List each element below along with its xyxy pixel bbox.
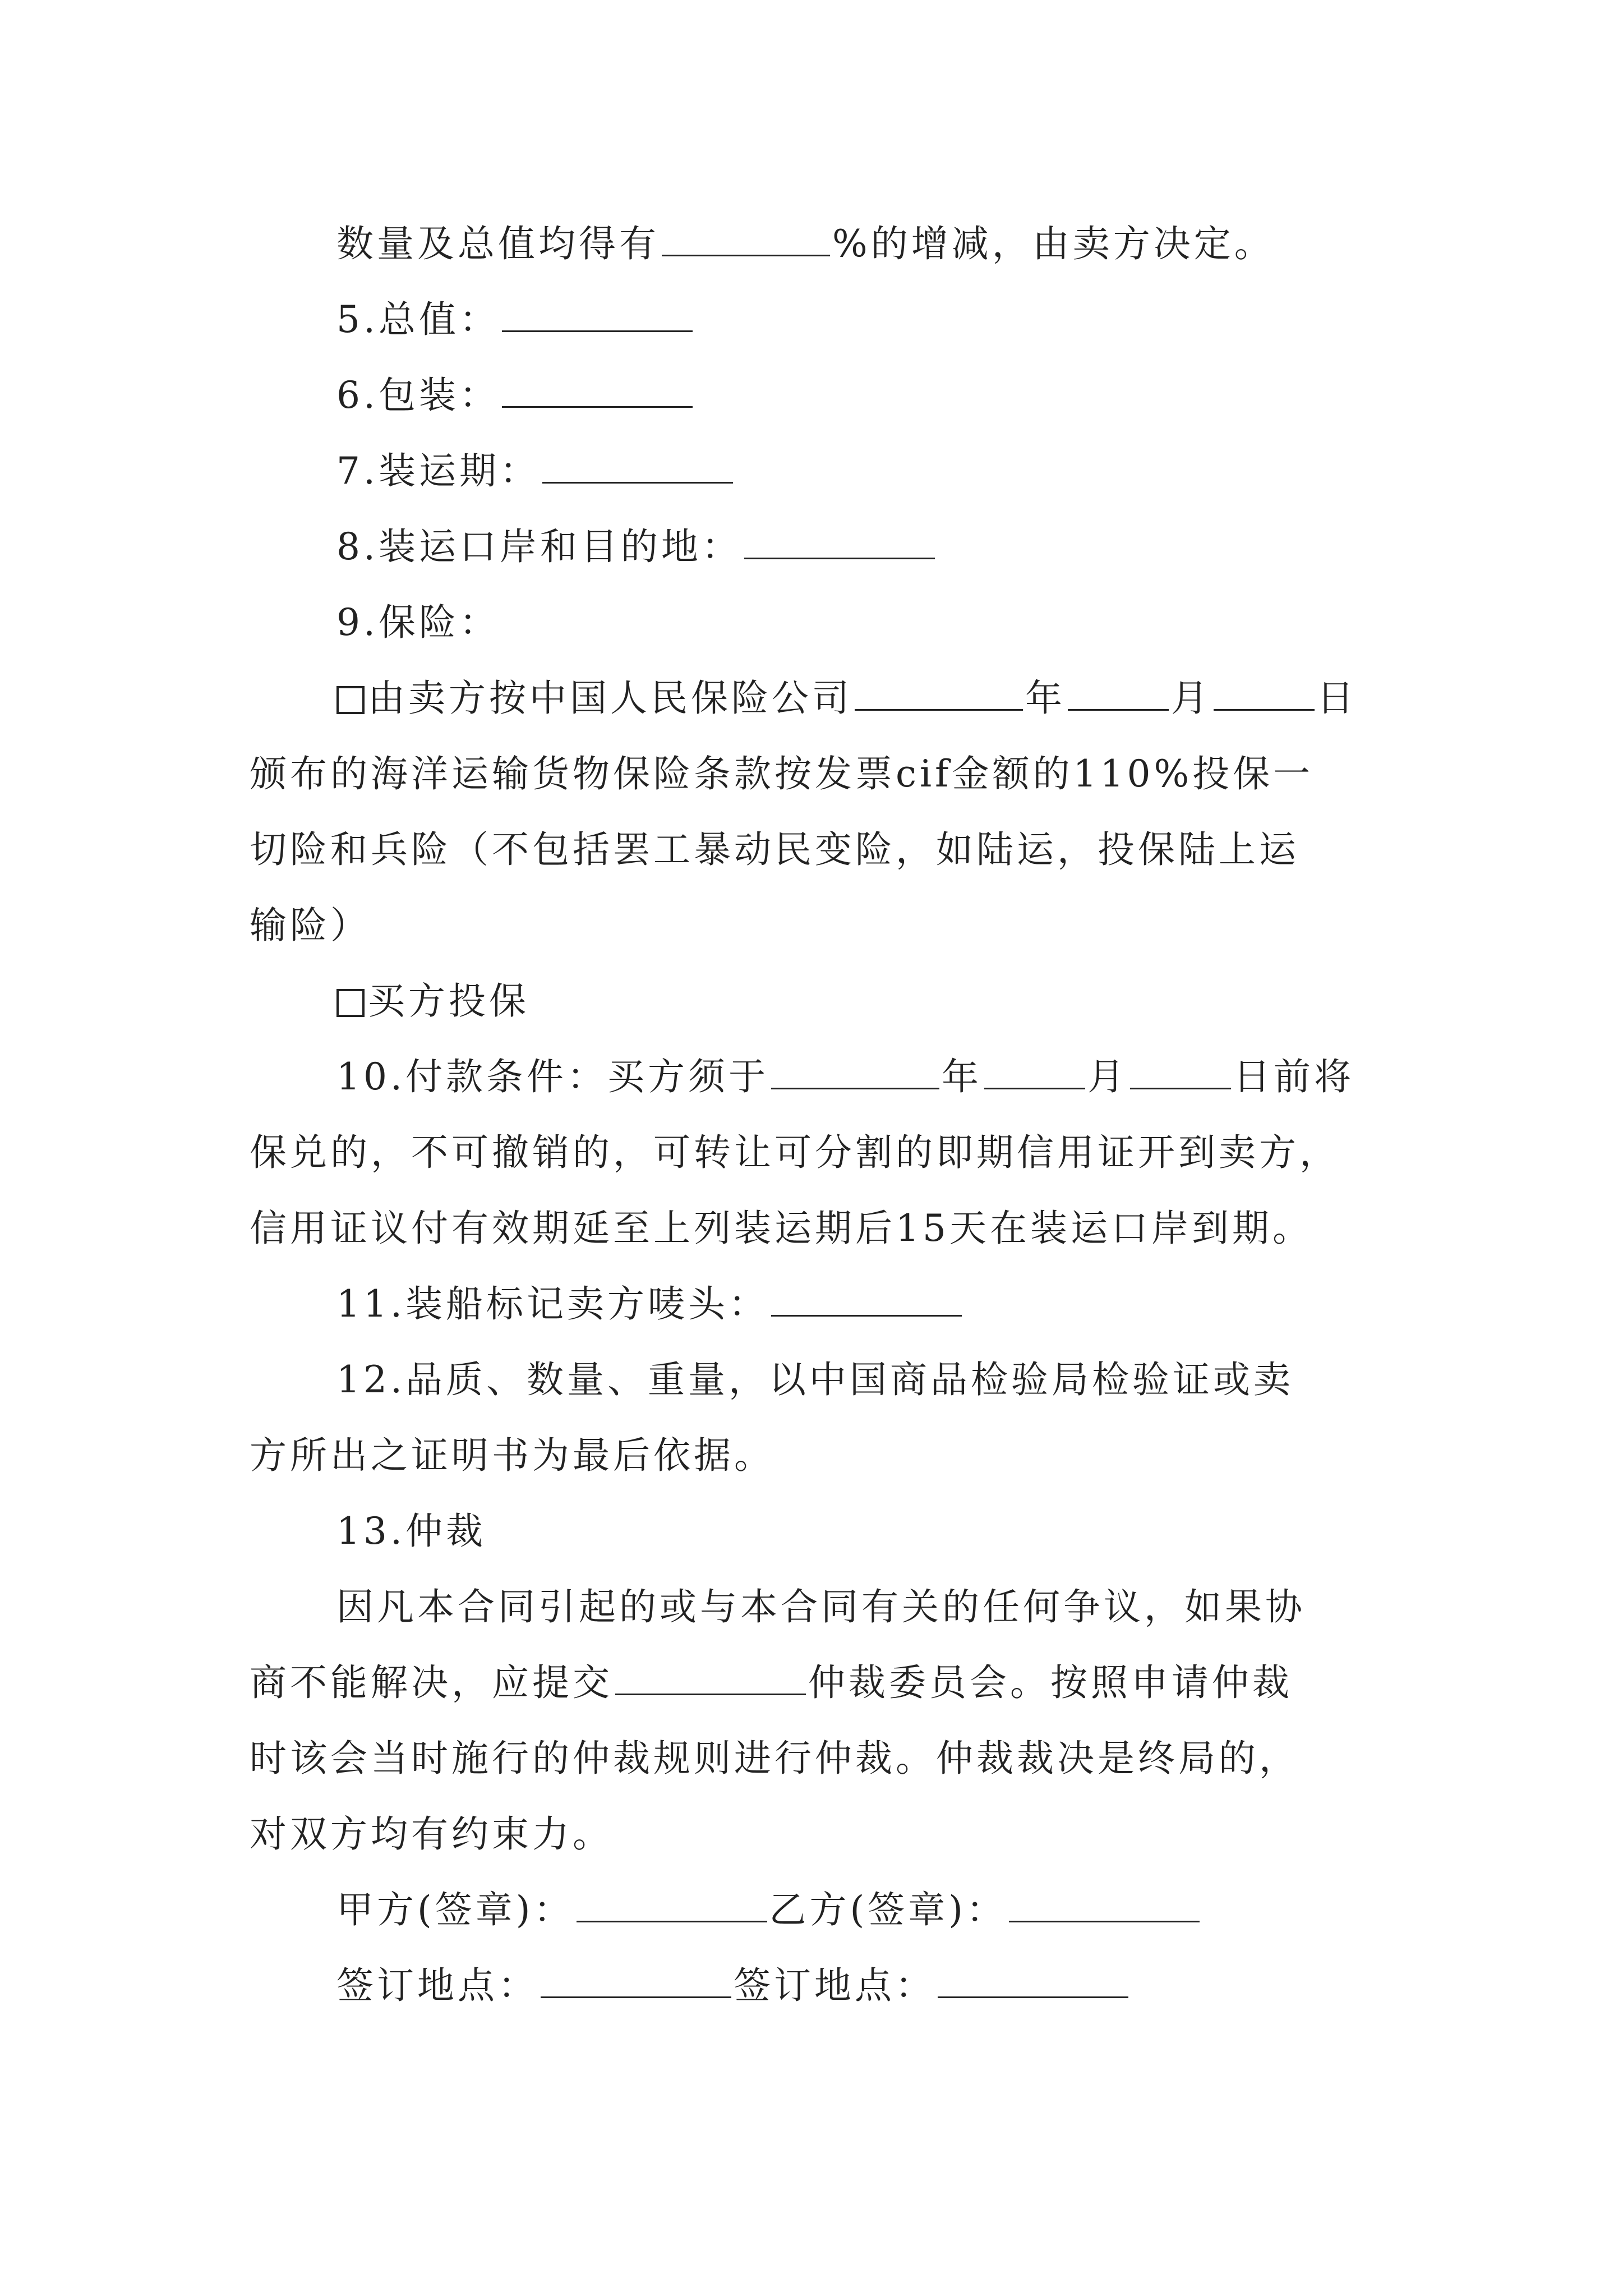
clause-arbitration <box>336 1509 486 1554</box>
paragraph-line <box>250 1660 1293 1705</box>
paragraph-line <box>250 827 1299 872</box>
paragraph-line <box>250 752 1313 797</box>
blank-field <box>541 1965 731 1998</box>
blank-field <box>577 1889 767 1922</box>
blank-field <box>502 375 693 408</box>
text: 日前将 <box>1233 1055 1354 1098</box>
clause-shipment-period <box>336 449 735 494</box>
text: 买方投保 <box>368 979 529 1023</box>
blank-field <box>502 299 693 332</box>
text: %的增减，由卖方决定。 <box>832 222 1275 265</box>
text: 7.装运期： <box>336 449 540 493</box>
blank-field <box>771 1283 962 1317</box>
paragraph-line <box>250 1736 1299 1781</box>
text: 时该会当时施行的仲裁规则进行仲裁。仲裁裁决是终局的， <box>250 1737 1299 1780</box>
blank-field <box>615 1662 806 1695</box>
text: 数量及总值均得有 <box>336 222 660 265</box>
checkbox-icon[interactable] <box>336 686 365 714</box>
paragraph-line <box>250 1433 774 1478</box>
text: 6.包装： <box>336 374 500 417</box>
insurance-option-buyer <box>336 979 529 1024</box>
text: 年 <box>941 1055 982 1098</box>
text: 仲裁委员会。按照申请仲裁 <box>808 1661 1293 1704</box>
paragraph-line <box>250 903 371 948</box>
text: 10.付款条件：买方须于 <box>336 1055 769 1098</box>
blank-field <box>855 678 1023 711</box>
blank-field <box>771 1056 939 1089</box>
signature-line <box>336 1888 1202 1932</box>
clause-packing <box>336 373 695 418</box>
blank-field <box>662 223 830 256</box>
signing-place-label: 签订地点： <box>336 1964 538 2007</box>
text: 11.装船标记卖方唛头： <box>336 1282 769 1326</box>
clause-quality <box>336 1358 1294 1402</box>
checkbox-icon[interactable] <box>336 989 365 1017</box>
text: 商不能解决，应提交 <box>250 1661 613 1704</box>
text: 由卖方按中国人民保险公司 <box>368 677 852 720</box>
clause-port-destination <box>336 524 937 569</box>
party-b-label: 乙方(签章)： <box>769 1888 1007 1931</box>
text: 信用证议付有效期延至上列装运期后15天在装运口岸到期。 <box>250 1207 1313 1250</box>
text: 因凡本合同引起的或与本合同有关的任何争议，如果协 <box>336 1585 1306 1628</box>
paragraph-line <box>250 1130 1340 1175</box>
text: 13.仲裁 <box>336 1510 486 1553</box>
quantity-tolerance-line <box>336 222 1275 266</box>
text: 月 <box>1171 677 1211 720</box>
text: 对双方均有约束力。 <box>250 1812 613 1856</box>
clause-shipping-marks <box>336 1282 964 1327</box>
signing-place-line <box>336 1963 1131 2008</box>
blank-field <box>1009 1889 1200 1922</box>
insurance-option-seller <box>336 676 1357 721</box>
text: 年 <box>1025 677 1066 720</box>
paragraph-line <box>336 1585 1306 1630</box>
text: 5.总值： <box>336 298 500 341</box>
text: 切险和兵险（不包括罢工暴动民变险，如陆运，投保陆上运 <box>250 828 1299 871</box>
clause-total-value <box>336 297 695 342</box>
text: 保兑的，不可撤销的，可转让可分割的即期信用证开到卖方， <box>250 1131 1340 1174</box>
text: 日 <box>1317 677 1357 720</box>
text: 9.保险： <box>336 601 500 644</box>
text: 输险） <box>250 904 371 947</box>
paragraph-line <box>250 1206 1313 1251</box>
text: 颁布的海洋运输货物保险条款按发票cif金额的110%投保一 <box>250 752 1314 795</box>
blank-field <box>1068 678 1169 711</box>
paragraph-line <box>250 1812 613 1857</box>
clause-payment <box>336 1055 1354 1099</box>
clause-insurance <box>336 600 500 645</box>
blank-field <box>1130 1056 1231 1089</box>
text: 8.装运口岸和目的地： <box>336 525 742 568</box>
signing-place-label: 签订地点： <box>734 1964 935 2007</box>
blank-field <box>1214 678 1315 711</box>
text: 方所出之证明书为最后依据。 <box>250 1434 774 1477</box>
blank-field <box>744 526 935 559</box>
party-a-label: 甲方(签章)： <box>336 1888 574 1931</box>
text: 12.品质、数量、重量，以中国商品检验局检验证或卖 <box>336 1358 1294 1401</box>
text: 月 <box>1087 1055 1128 1098</box>
blank-field <box>984 1056 1085 1089</box>
blank-field <box>938 1965 1128 1998</box>
blank-field <box>542 450 733 484</box>
